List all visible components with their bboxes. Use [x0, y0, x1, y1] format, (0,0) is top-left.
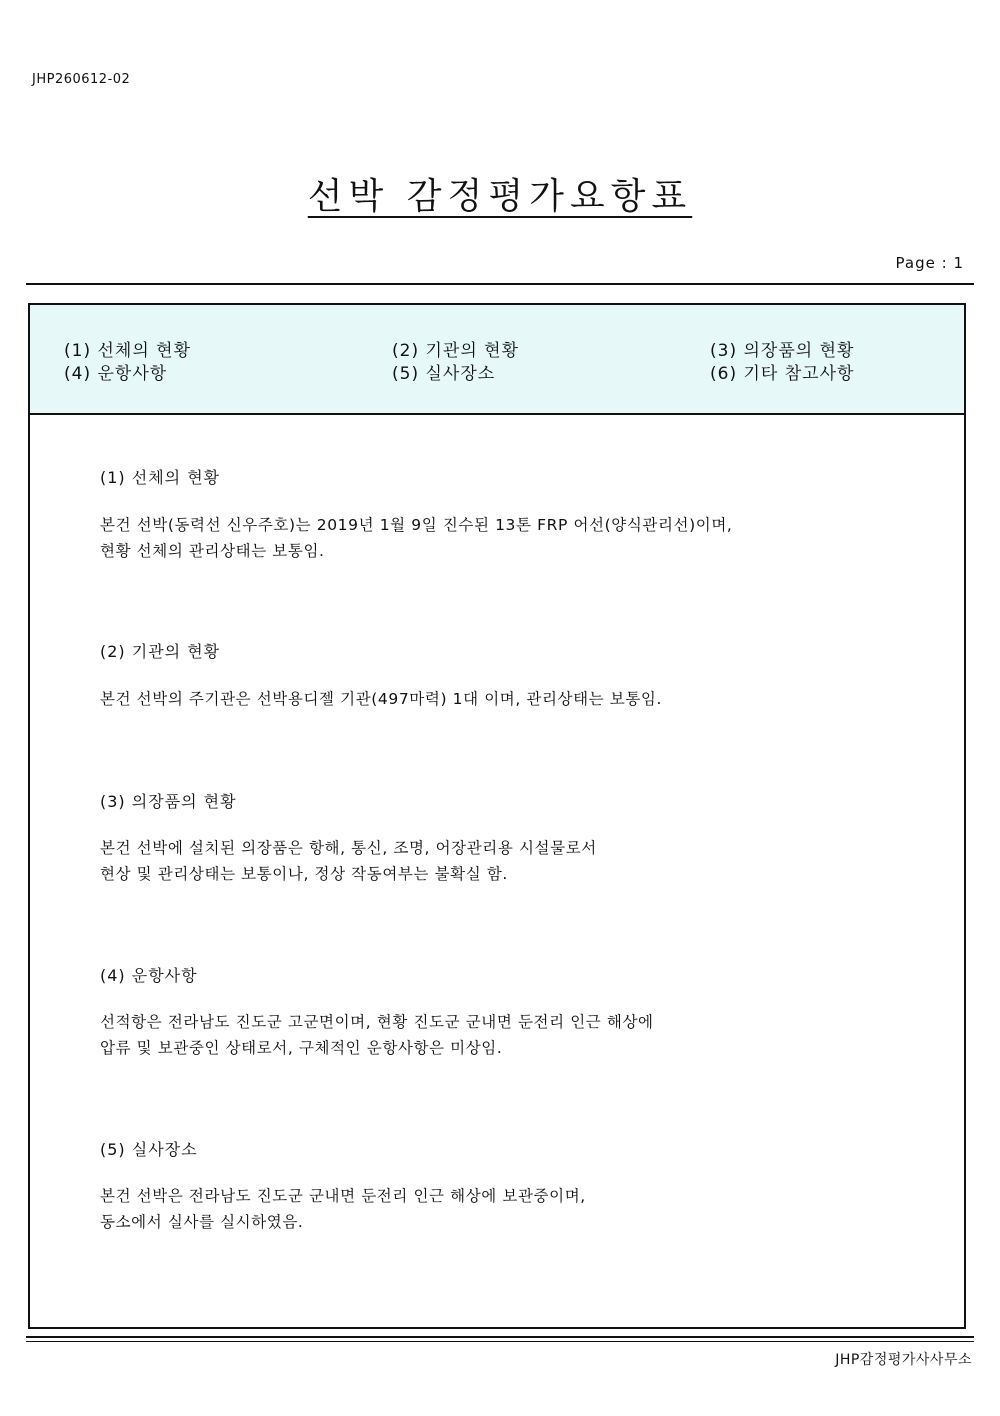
content-box — [28, 303, 966, 1329]
table-of-contents — [30, 305, 964, 415]
section-heading-equipment: (3) 의장품의 현황 — [100, 792, 237, 811]
section-line: 본건 선박(동력선 신우주호)는 2019년 1월 9일 진수된 13톤 FRP 어선(양식관리선)이며, — [100, 516, 733, 534]
section-heading-operation: (4) 운항사항 — [100, 966, 198, 985]
office-name: JHP감정평가사사무소 — [835, 1352, 972, 1368]
section-line: 본건 선박의 주기관은 선박용디젤 기관(497마력) 1대 이며, 관리상태는 보통임. — [100, 690, 663, 708]
footer-divider-thick — [26, 1336, 974, 1338]
section-body-inspection-site — [100, 1183, 586, 1235]
section-body-operation — [100, 1009, 654, 1061]
section-line: 본건 선박에 설치된 의장품은 항해, 통신, 조명, 어장관리용 시설물로서 — [100, 839, 597, 857]
section-line: 현황 선체의 관리상태는 보통임. — [100, 542, 325, 560]
header-divider — [26, 283, 974, 285]
section-body-hull — [100, 512, 732, 564]
toc-item-operation: (4) 운항사항 — [64, 364, 168, 384]
footer-divider-thin — [26, 1341, 974, 1342]
section-line: 선적항은 전라남도 진도군 고군면이며, 현황 진도군 군내면 둔전리 인근 해상에 — [100, 1013, 654, 1031]
section-heading-hull: (1) 선체의 현황 — [100, 468, 221, 487]
toc-item-engine: (2) 기관의 현황 — [392, 341, 519, 361]
toc-item-other-notes: (6) 기타 참고사항 — [710, 364, 855, 384]
toc-item-equipment: (3) 의장품의 현황 — [710, 341, 855, 361]
document-title: 선박 감정평가요항표 — [307, 176, 693, 217]
page-number: Page : 1 — [895, 254, 964, 272]
toc-item-hull: (1) 선체의 현황 — [64, 341, 191, 361]
section-line: 현상 및 관리상태는 보통이나, 정상 작동여부는 불확실 함. — [100, 865, 508, 883]
document-title-wrap — [0, 168, 1000, 219]
section-heading-inspection-site: (5) 실사장소 — [100, 1140, 198, 1159]
section-line: 본건 선박은 전라남도 진도군 군내면 둔전리 인근 해상에 보관중이며, — [100, 1187, 586, 1205]
section-body-equipment — [100, 835, 597, 887]
section-line: 동소에서 실사를 실시하였음. — [100, 1213, 304, 1231]
document-code: JHP260612-02 — [32, 72, 131, 87]
section-line: 압류 및 보관중인 상태로서, 구체적인 운항사항은 미상임. — [100, 1039, 503, 1057]
section-heading-engine: (2) 기관의 현황 — [100, 642, 221, 661]
toc-item-inspection-site: (5) 실사장소 — [392, 364, 496, 384]
section-body-engine — [100, 686, 662, 712]
